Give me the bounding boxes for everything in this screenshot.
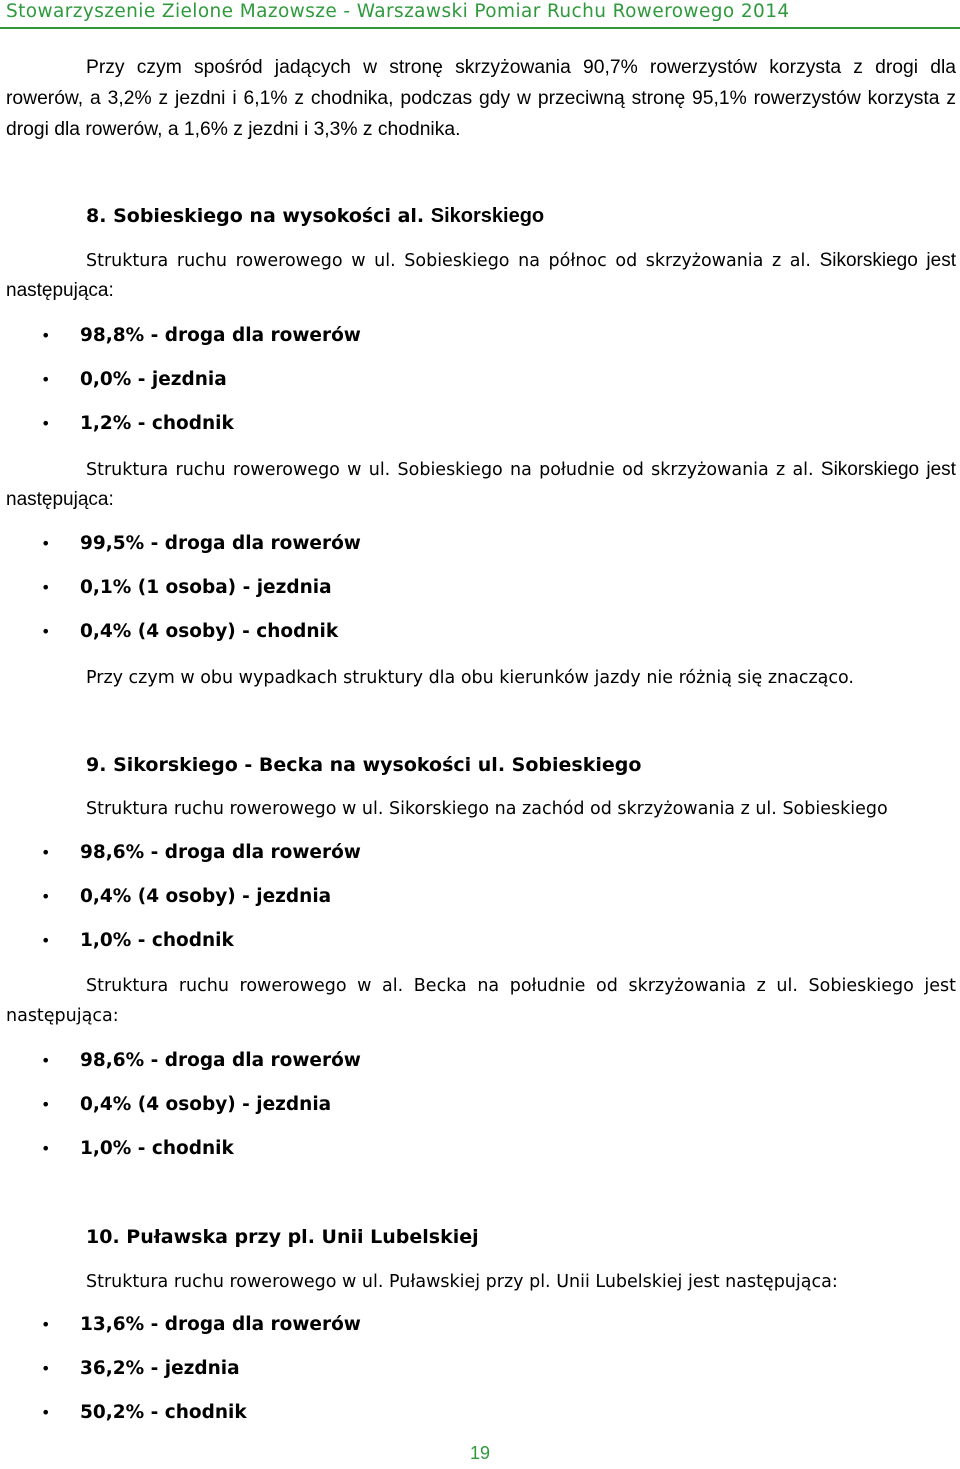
intro-part: Struktura ruchu rowerowego w al. bbox=[86, 976, 404, 996]
bullet-icon: • bbox=[41, 622, 51, 641]
list-item-text: 0,4% (4 osoby) - chodnik bbox=[80, 621, 339, 642]
intro-part: jest następująca: bbox=[6, 250, 956, 301]
list-item-text: 13,6% - droga dla rowerów bbox=[80, 1314, 361, 1335]
section-8-block-2-intro bbox=[6, 455, 956, 515]
header-rule bbox=[0, 27, 960, 29]
intro-part: Sobieskiego na północ od skrzyżowania z al. bbox=[404, 251, 811, 271]
section-8-block-1-intro bbox=[6, 246, 956, 306]
intro-part: Struktura ruchu rowerowego w ul. bbox=[86, 460, 391, 480]
list-item-text: 1,0% - chodnik bbox=[80, 1138, 234, 1159]
bullet-icon: • bbox=[41, 326, 51, 345]
section-9-block-2-intro bbox=[6, 971, 956, 1031]
section-10-title: Puławska przy pl. bbox=[126, 1226, 315, 1248]
intro-part: Struktura ruchu rowerowego w ul. bbox=[86, 1272, 384, 1292]
bullet-icon: • bbox=[41, 843, 51, 862]
section-8-note: Przy czym w obu wypadkach struktury dla obu kierunków jazdy nie różnią się znacząco. bbox=[86, 668, 854, 688]
intro-part: Struktura ruchu rowerowego w ul. bbox=[86, 799, 384, 819]
bullet-icon: • bbox=[41, 1139, 51, 1158]
intro-part: Sikorskiego bbox=[819, 250, 918, 271]
section-10-number: 10. bbox=[86, 1226, 120, 1248]
header-text: Stowarzyszenie Zielone Mazowsze - Warszawski Pomiar Ruchu Rowerowego 2014 bbox=[6, 1, 790, 22]
section-8-heading bbox=[86, 202, 544, 230]
section-8-title: Sobieskiego na wysokości al. bbox=[113, 205, 425, 227]
intro-part: Unii Lubelskiej jest następująca: bbox=[556, 1272, 838, 1292]
intro-part: Sobieskiego jest następująca: bbox=[6, 976, 956, 1026]
list-item-text: 50,2% - chodnik bbox=[80, 1402, 247, 1423]
section-9-block-1-intro bbox=[86, 794, 956, 824]
intro-part: Sobieskiego na południe od skrzyżowania z al. bbox=[397, 460, 814, 480]
bullet-icon: • bbox=[41, 414, 51, 433]
list-item-text: 98,6% - droga dla rowerów bbox=[80, 842, 361, 863]
list-item-text: 36,2% - jezdnia bbox=[80, 1358, 240, 1379]
intro-part: Sobieskiego bbox=[782, 799, 888, 819]
section-8-number: 8. bbox=[86, 205, 107, 227]
section-9-heading bbox=[86, 751, 641, 779]
list-item-text: 99,5% - droga dla rowerów bbox=[80, 533, 361, 554]
bullet-icon: • bbox=[41, 1051, 51, 1070]
bullet-icon: • bbox=[41, 1359, 51, 1378]
intro-part: Sikorskiego bbox=[820, 459, 920, 480]
list-item-text: 1,0% - chodnik bbox=[80, 930, 234, 951]
list-item-text: 0,1% (1 osoba) - jezdnia bbox=[80, 577, 332, 598]
page-header bbox=[0, 0, 960, 28]
intro-part: Becka na południe od skrzyżowania z ul. bbox=[413, 976, 798, 996]
section-10-heading bbox=[86, 1223, 479, 1251]
bullet-icon: • bbox=[41, 931, 51, 950]
section-9-title: Sikorskiego - Becka na wysokości ul. bbox=[113, 754, 506, 776]
intro-part: Struktura ruchu rowerowego w ul. bbox=[86, 251, 396, 271]
list-item-text: 98,6% - droga dla rowerów bbox=[80, 1050, 361, 1071]
bullet-icon: • bbox=[41, 370, 51, 389]
section-10-title-tail: Unii Lubelskiej bbox=[321, 1226, 479, 1248]
list-item-text: 0,0% - jezdnia bbox=[80, 369, 227, 390]
bullet-icon: • bbox=[41, 1403, 51, 1422]
section-8-title-tail: Sikorskiego bbox=[430, 205, 545, 227]
bullet-icon: • bbox=[41, 534, 51, 553]
bullet-icon: • bbox=[41, 1095, 51, 1114]
list-item-text: 0,4% (4 osoby) - jezdnia bbox=[80, 1094, 332, 1115]
page-number: 19 bbox=[469, 1443, 491, 1463]
bullet-icon: • bbox=[41, 887, 51, 906]
section-10-block-1-intro bbox=[86, 1267, 956, 1297]
list-item-text: 0,4% (4 osoby) - jezdnia bbox=[80, 886, 332, 907]
bullet-icon: • bbox=[41, 1315, 51, 1334]
intro-part: Sikorskiego na zachód od skrzyżowania z ul. bbox=[389, 799, 777, 819]
list-item-text: 98,8% - droga dla rowerów bbox=[80, 325, 361, 346]
section-9-title-tail: Sobieskiego bbox=[511, 754, 642, 776]
section-9-number: 9. bbox=[86, 754, 107, 776]
intro-part: jest następująca: bbox=[6, 459, 956, 510]
list-item-text: 1,2% - chodnik bbox=[80, 413, 234, 434]
bullet-icon: • bbox=[41, 578, 51, 597]
intro-part: Puławskiej przy pl. bbox=[389, 1272, 551, 1292]
intro-paragraph: Przy czym spośród jadących w stronę skrzyżowania 90,7% rowerzystów korzysta z drogi dla rowerów, a 3,2% z jezdni i 6,1% z chodnika, podczas gdy w przeciwną stronę 95,1% rowerzystów korzysta z drogi dla rowerów, a 1,6% z jezdni i 3,3% z chodnika. bbox=[6, 57, 956, 140]
